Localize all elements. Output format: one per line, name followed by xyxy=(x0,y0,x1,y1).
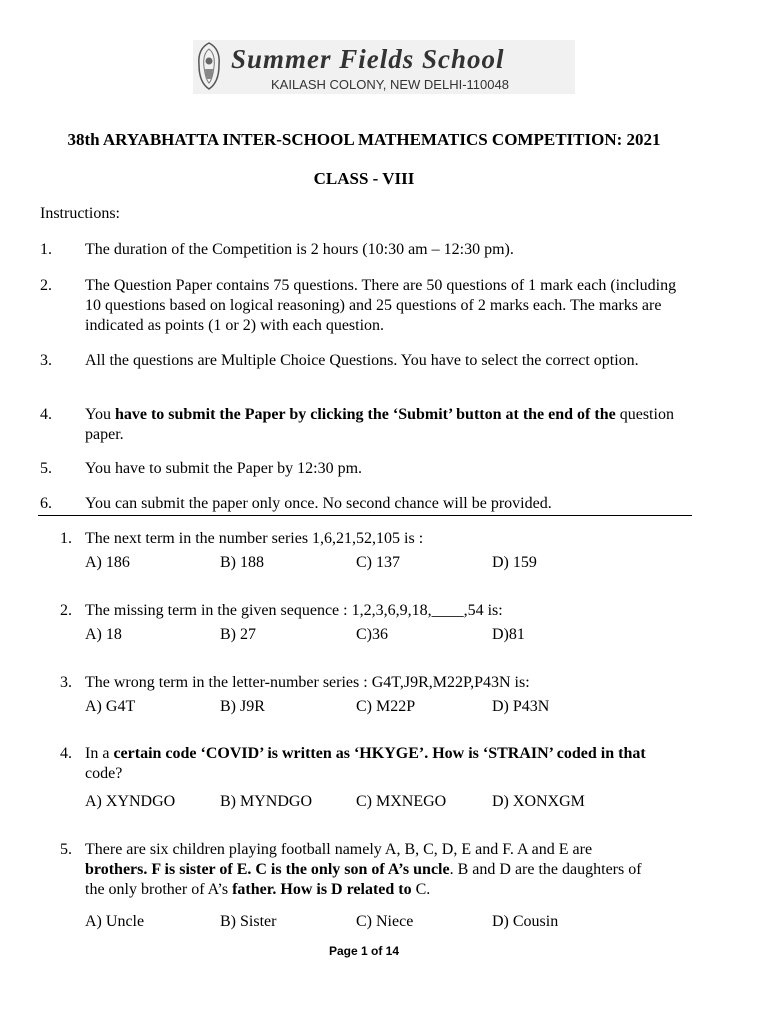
option-d: D) Cousin xyxy=(492,913,559,930)
question-options xyxy=(85,553,685,573)
instruction-text: The duration of the Competition is 2 hours (10:30 am – 12:30 pm). xyxy=(85,241,514,258)
option-a: A) 186 xyxy=(85,554,130,571)
question-text-bold: father. How is D related to xyxy=(232,881,412,898)
option-a: A) XYNDGO xyxy=(85,793,176,810)
instruction-number: 2. xyxy=(40,277,52,294)
question-text-bold: brothers. F is sister of E. C is the only son of A’s uncle xyxy=(85,861,450,878)
option-d: D) XONXGM xyxy=(492,793,585,810)
question-text-part: There are six children playing football namely A, B, C, D, E and F. A and E are xyxy=(85,841,593,858)
instruction-text xyxy=(85,405,695,445)
question-number: 3. xyxy=(60,674,72,691)
instruction-number: 3. xyxy=(40,352,52,369)
question-options xyxy=(85,792,685,812)
question-text-part: the only brother of A’s xyxy=(85,881,233,898)
instruction-text: All the questions are Multiple Choice Questions. You have to select the correct option. xyxy=(85,352,639,369)
question-number: 1. xyxy=(60,530,72,547)
question-text xyxy=(85,744,695,784)
option-a: A) 18 xyxy=(85,626,122,643)
option-c: C) M22P xyxy=(356,698,416,715)
option-d: D)81 xyxy=(492,626,525,643)
option-c: C) MXNEGO xyxy=(356,793,447,810)
instruction-number: 6. xyxy=(40,495,52,512)
question-options xyxy=(85,625,685,645)
question-text-part: C. xyxy=(411,881,431,898)
instruction-number: 4. xyxy=(40,406,52,423)
question-text-part: . B and D are the daughters of xyxy=(449,861,642,878)
question-number: 4. xyxy=(60,745,72,762)
option-c: C) Niece xyxy=(356,913,414,930)
section-divider xyxy=(38,515,692,516)
question-text-part: code? xyxy=(85,765,123,782)
instruction-number: 5. xyxy=(40,460,52,477)
instruction-text-bold: have to submit the Paper by clicking the ‘Submit’ button at the end of the xyxy=(114,406,616,423)
option-b: B) MYNDGO xyxy=(220,793,312,810)
option-b: B) J9R xyxy=(220,698,265,715)
instruction-text: You can submit the paper only once. No second chance will be provided. xyxy=(85,495,552,512)
class-title: CLASS - VIII xyxy=(313,169,415,188)
instruction-text-part: You xyxy=(85,406,115,423)
school-address: KAILASH COLONY, NEW DELHI-110048 xyxy=(271,77,509,92)
school-name: Summer Fields School xyxy=(231,44,505,74)
option-a: A) G4T xyxy=(85,698,136,715)
school-logo-banner xyxy=(193,40,575,94)
instructions-heading: Instructions: xyxy=(40,205,120,222)
instruction-text: The Question Paper contains 75 questions. There are 50 questions of 1 mark each (including 10 questions based on logical reasoning) and 25 questions of 2 marks each. The marks are indicated as points (1 or 2) with each question. xyxy=(85,277,677,334)
question-options xyxy=(85,912,685,932)
instruction-text-part: question paper. xyxy=(85,406,674,443)
question-text: The wrong term in the letter-number series : G4T,J9R,M22P,P43N is: xyxy=(85,674,530,691)
question-number: 2. xyxy=(60,602,72,619)
instruction-number: 1. xyxy=(40,241,52,258)
question-text-part: In a xyxy=(85,745,114,762)
option-a: A) Uncle xyxy=(85,913,145,930)
instruction-text: You have to submit the Paper by 12:30 pm. xyxy=(85,460,363,477)
option-b: B) 188 xyxy=(220,554,264,571)
question-number: 5. xyxy=(60,841,72,858)
option-b: B) 27 xyxy=(220,626,256,643)
option-d: D) 159 xyxy=(492,554,537,571)
question-options xyxy=(85,697,685,717)
question-text: The next term in the number series 1,6,21,52,105 is : xyxy=(85,530,424,547)
competition-title: 38th ARYABHATTA INTER-SCHOOL MATHEMATICS COMPETITION: 2021 xyxy=(67,130,661,149)
page-number: Page 1 of 14 xyxy=(328,944,400,958)
question-text xyxy=(85,840,695,900)
question-text: The missing term in the given sequence : 1,2,3,6,9,18,____,54 is: xyxy=(85,602,503,619)
option-c: C) 137 xyxy=(356,554,400,571)
school-crest-icon xyxy=(196,41,222,91)
option-d: D) P43N xyxy=(492,698,550,715)
option-b: B) Sister xyxy=(220,913,277,930)
question-text-bold: certain code ‘COVID’ is written as ‘HKYGE’. How is ‘STRAIN’ coded in that xyxy=(113,745,646,762)
option-c: C)36 xyxy=(356,626,388,643)
